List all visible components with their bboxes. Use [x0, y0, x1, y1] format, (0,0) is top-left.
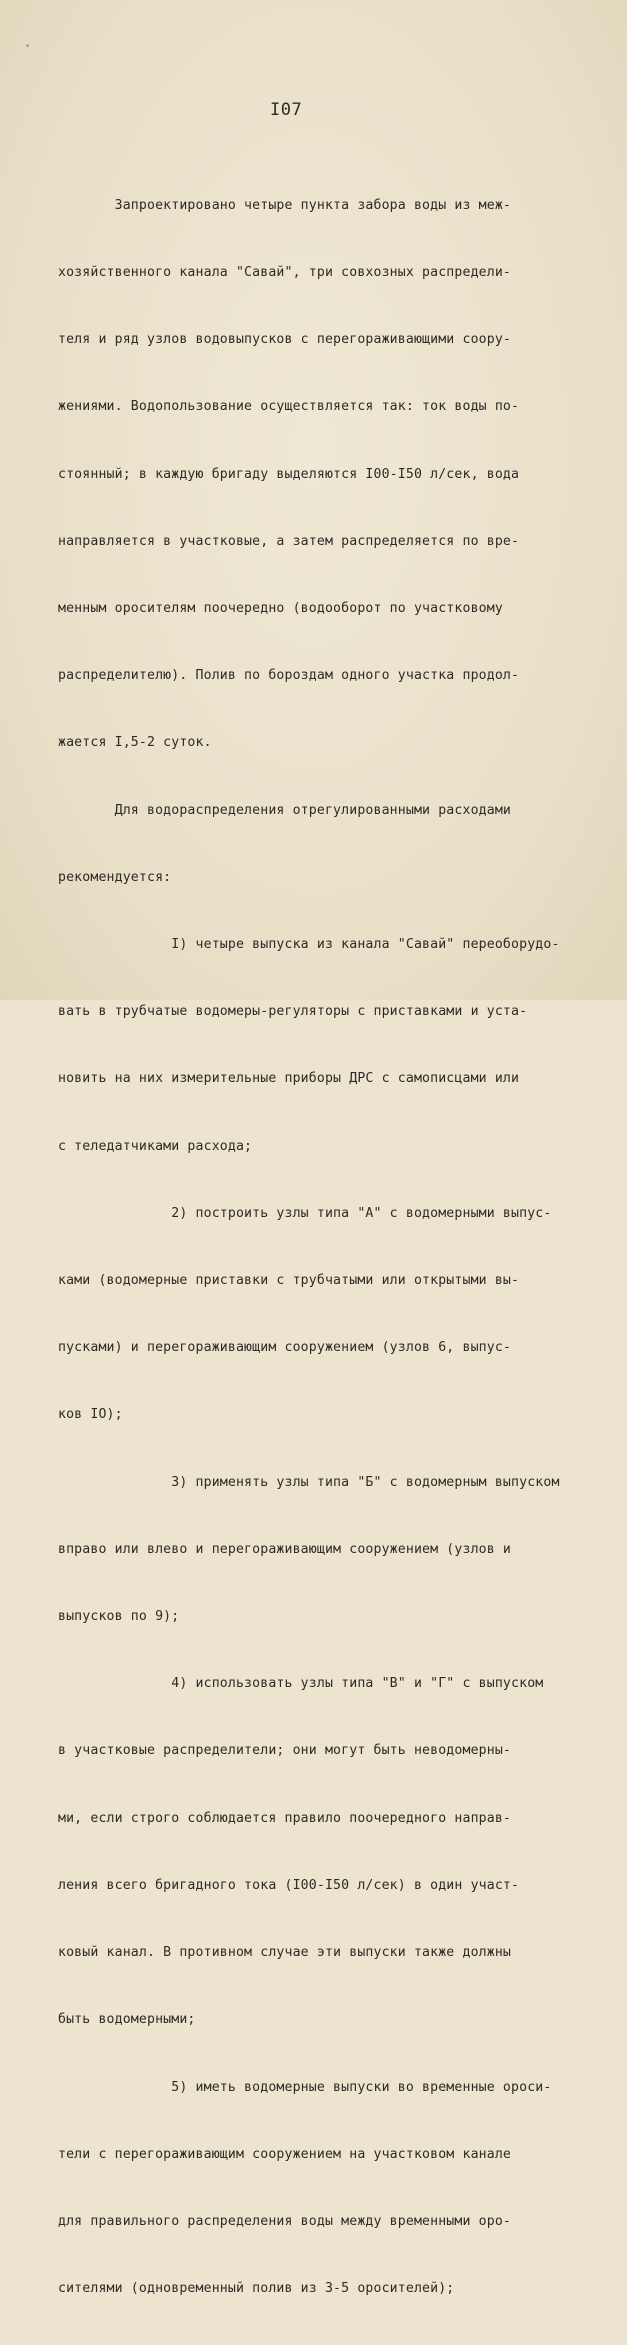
text-line: жается I,5-2 суток.	[58, 735, 212, 751]
text-line: стоянный; в каждую бригаду выделяются I00-I50 л/сек, вода	[58, 466, 520, 482]
text-line: теля и ряд узлов водовыпусков с перегораживающими соору-	[58, 332, 512, 348]
body-text	[58, 150, 558, 2345]
text-line: ками (водомерные приставки с трубчатыми или открытыми вы-	[58, 1273, 520, 1289]
text-line: вать в трубчатые водомеры-регуляторы с приставками и уста-	[58, 1004, 528, 1020]
text-line: ми, если строго соблюдается правило поочередного направ-	[58, 1810, 512, 1826]
text-line: сителями (одновременный полив из 3-5 оросителей);	[58, 2281, 455, 2297]
text-line: ковый канал. В противном случае эти выпуски также должны	[58, 1945, 512, 1961]
text-line: 4) использовать узлы типа "В" и "Г" с выпуском	[58, 1676, 544, 1692]
text-line: пусками) и перегораживающим сооружением (узлов 6, выпус-	[58, 1340, 512, 1356]
text-line: новить на них измерительные приборы ДРС с самописцами или	[58, 1071, 520, 1087]
page-number: I07	[270, 100, 303, 120]
text-line: вправо или влево и перегораживающим сооружением (узлов и	[58, 1541, 512, 1557]
text-line: ления всего бригадного тока (I00-I50 л/сек) в один участ-	[58, 1877, 520, 1893]
text-line: 3) применять узлы типа "Б" с водомерным выпуском	[58, 1474, 560, 1490]
text-line: Запроектировано четыре пункта забора воды из меж-	[58, 197, 512, 213]
text-line: менным оросителям поочередно (водооборот по участковому	[58, 601, 503, 617]
text-line: хозяйственного канала "Савай", три совхозных распредели-	[58, 265, 512, 281]
text-line: I) четыре выпуска из канала "Савай" переоборудо-	[58, 937, 560, 953]
text-line: жениями. Водопользование осуществляется так: ток воды по-	[58, 399, 520, 415]
text-line: рекомендуется:	[58, 869, 172, 885]
text-line: для правильного распределения воды между временными оро-	[58, 2213, 512, 2229]
text-line: направляется в участковые, а затем распределяется по вре-	[58, 533, 520, 549]
text-line: тели с перегораживающим сооружением на участковом канале	[58, 2146, 512, 2162]
text-line: 5) иметь водомерные выпуски во временные ороси-	[58, 2079, 552, 2095]
text-line: с теледатчиками расхода;	[58, 1138, 253, 1154]
text-line: в участковые распределители; они могут быть неводомерны-	[58, 1743, 512, 1759]
text-line: 2) построить узлы типа "А" с водомерными выпус-	[58, 1205, 552, 1221]
paper-speck	[26, 44, 29, 47]
text-line: распределителю). Полив по бороздам одного участка продол-	[58, 668, 520, 684]
text-line: быть водомерными;	[58, 2012, 196, 2028]
text-line: выпусков по 9);	[58, 1609, 180, 1625]
text-line: Для водораспределения отрегулированными расходами	[58, 802, 512, 818]
text-line: ков IO);	[58, 1407, 123, 1423]
